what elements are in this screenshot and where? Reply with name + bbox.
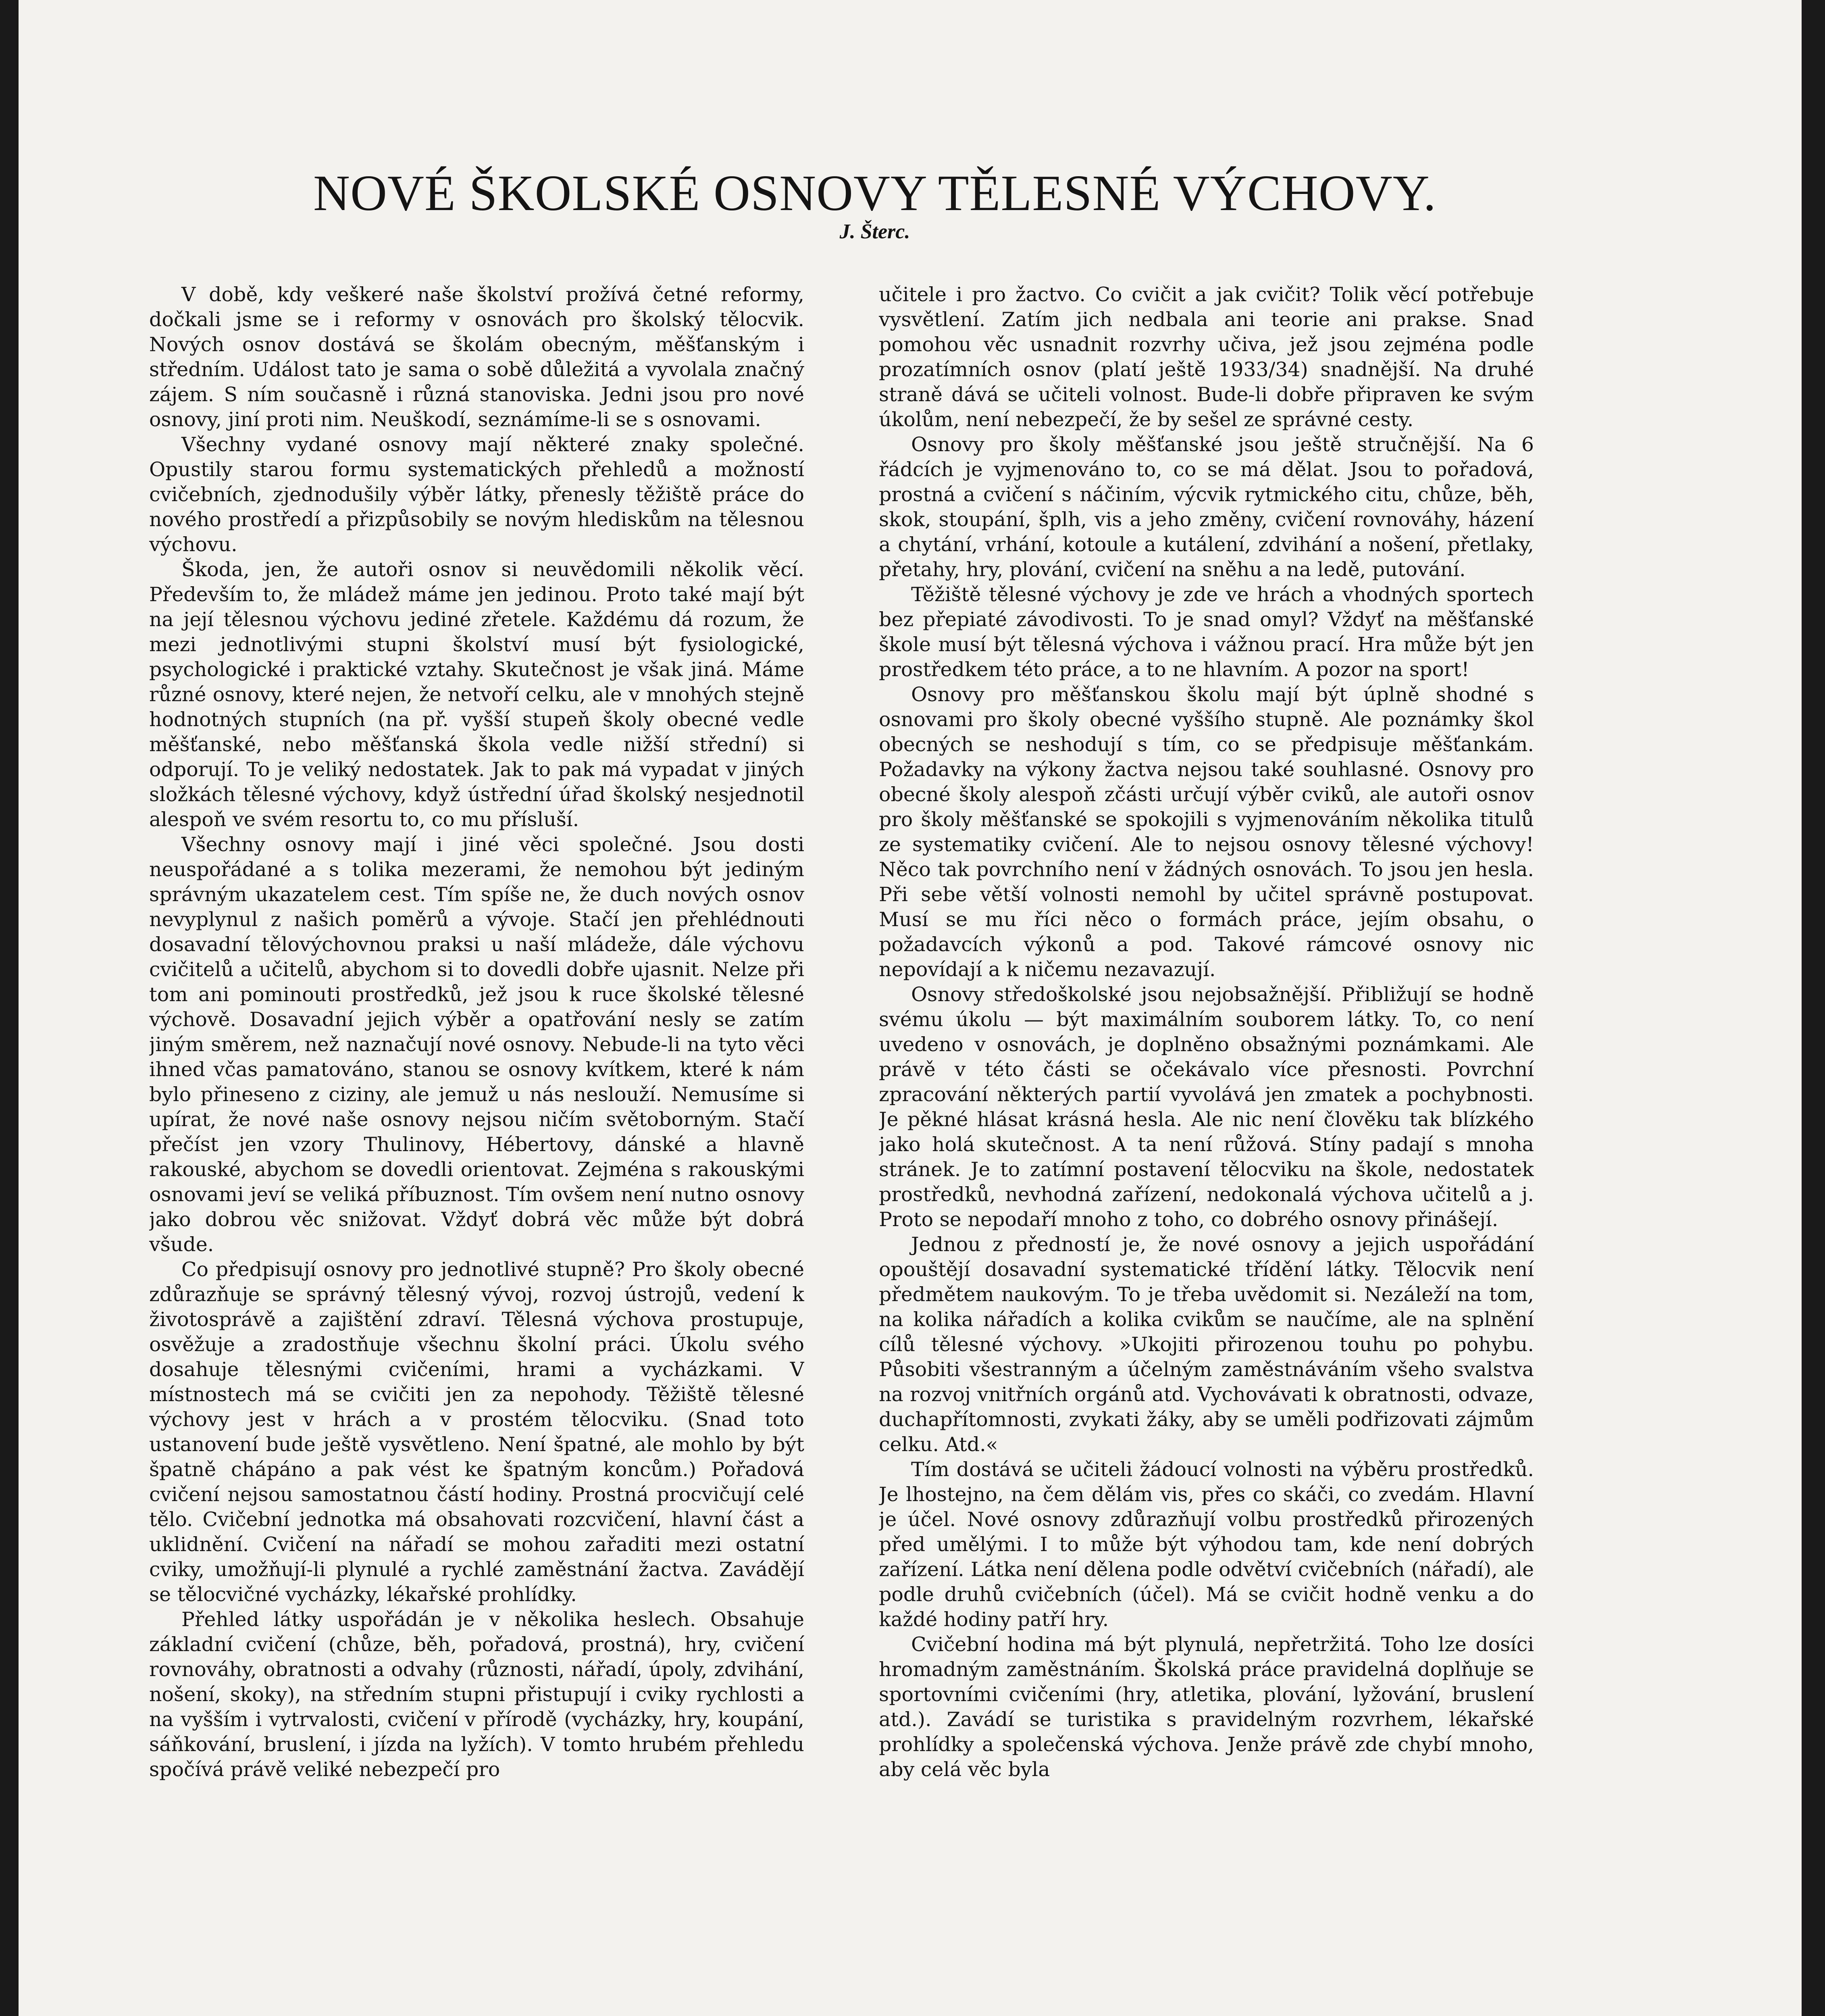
- article-author: J. Šterc.: [839, 220, 910, 243]
- left-column: [149, 282, 804, 2016]
- scan-border-right: [1802, 0, 1825, 2016]
- paragraph: Všechny vydané osnovy mají některé znaky společné. Opustily starou formu systematických přehledů a možností cvičebních, zjednodušily výběr látky, přenesly těžiště práce do nového prostředí a přizpůsobily se novým hlediskům na tělesnou výchovu.: [149, 433, 804, 556]
- paragraph: Osnovy pro školy měšťanské jsou ještě stručnější. Na 6 řádcích je vyjmenováno to, co se má dělat. Jsou to pořadová, prostná a cvičení s náčiním, výcvik rytmického citu, chůze, běh, skok, stoupání, šplh, vis a jeho změny, cvičení rovnováhy, házení a chytání, vrhání, kotoule a kutálení, zdvihání a nošení, přetlaky, přetahy, hry, plování, cvičení na sněhu a na ledě, putování.: [879, 433, 1534, 581]
- paragraph: Cvičební hodina má být plynulá, nepřetržitá. Toho lze dosíci hromadným zaměstnáním. Školská práce pravidelná doplňuje se sportovními cvičeními (hry, atletika, plování, lyžování, bruslení atd.). Zavádí se turistika s pravidelným rozvrhem, lékařské prohlídky a společenská výchova. Jenže právě zde chybí mnoho, aby celá věc byla: [879, 1633, 1534, 1781]
- right-column: [879, 282, 1534, 2016]
- paragraph: Tím dostává se učiteli žádoucí volnosti na výběru prostředků. Je lhostejno, na čem dělám vis, přes co skáči, co zvedám. Hlavní je účel. Nové osnovy zdůrazňují volbu prostředků přirozených před umělými. I to může být výhodou tam, kde není dobrých zařízení. Látka není dělena podle odvětví cvičebních (nářadí), ale podle druhů cvičebních (účel). Má se cvičit hodně venku a do každé hodiny patří hry.: [879, 1458, 1534, 1631]
- paragraph: učitele i pro žactvo. Co cvičit a jak cvičit? Tolik věcí potřebuje vysvětlení. Zatím jich nedbala ani teorie ani prakse. Snad pomohou věc usnadnit rozvrhy učiva, jež jsou zejména podle prozatímních osnov (platí ještě 1933/34) snadnější. Na druhé straně dává se učiteli volnost. Bude-li dobře připraven ke svým úkolům, není nebezpečí, že by sešel ze správné cesty.: [879, 283, 1534, 431]
- paragraph: Škoda, jen, že autoři osnov si neuvědomili několik věcí. Především to, že mládež máme jen jedinou. Proto také mají být na její tělesnou výchovu jediné zřetele. Každému dá rozum, že mezi jednotlivými stupni školství musí být fysiologické, psychologické i praktické vztahy. Skutečnost je však jiná. Máme různé osnovy, které nejen, že netvoří celku, ale v mnohých stejně hodnotných stupních (na př. vyšší stupeň školy obecné vedle měšťanské, nebo měšťanská škola vedle nižší střední) si odporují. To je veliký nedostatek. Jak to pak má vypadat v jiných složkách tělesné výchovy, když ústřední úřad školský nesjednotil alespoň ve svém resortu to, co mu přísluší.: [149, 558, 804, 831]
- paragraph: Osnovy pro měšťanskou školu mají být úplně shodné s osnovami pro školy obecné vyššího stupně. Ale poznámky škol obecných se neshodují s tím, co se předpisuje měšťankám. Požadavky na výkony žactva nejsou také souhlasné. Osnovy pro obecné školy alespoň zčásti určují výběr cviků, ale autoři osnov pro školy měšťanské se spokojili s vyjmenováním několika titulů ze systematiky cvičení. Ale to nejsou osnovy tělesné výchovy! Něco tak povrchního není v žádných osnovách. To jsou jen hesla. Při sebe větší volnosti nemohl by učitel správně postupovat. Musí se mu říci něco o formách práce, jejím obsahu, o požadavcích výkonů a pod. Takové rámcové osnovy nic nepovídají a k ničemu nezavazují.: [879, 683, 1534, 981]
- paragraph: Všechny osnovy mají i jiné věci společné. Jsou dosti neuspořádané a s tolika mezerami, že nemohou být jediným správným ukazatelem cest. Tím spíše ne, že duch nových osnov nevyplynul z našich poměrů a vývoje. Stačí jen přehlédnouti dosavadní tělovýchovnou praksi u naší mládeže, dále výchovu cvičitelů a učitelů, abychom si to dovedli dobře ujasnit. Nelze při tom ani pominouti prostředků, jež jsou k ruce školské tělesné výchově. Dosavadní jejich výběr a opatřování nesly se zatím jiným směrem, než naznačují nové osnovy. Nebude-li na tyto věci ihned včas pamatováno, stanou se osnovy kvítkem, které k nám bylo přineseno z ciziny, ale jemuž u nás neslouží. Nemusíme si upírat, že nové naše osnovy nejsou ničím světoborným. Stačí přečíst jen vzory Thulinovy, Hébertovy, dánské a hlavně rakouské, abychom se dovedli orientovat. Zejména s rakouskými osnovami jeví se veliká příbuznost. Tím ovšem není nutno osnovy jako dobrou věc snižovat. Vždyť dobrá věc může být dobrá všude.: [149, 833, 804, 1256]
- paragraph: Přehled látky uspořádán je v několika heslech. Obsahuje základní cvičení (chůze, běh, pořadová, prostná), hry, cvičení rovnováhy, obratnosti a odvahy (různosti, nářadí, úpoly, zdvihání, nošení, skoky), na středním stupni přistupují i cviky rychlosti a na vyšším i vytrvalosti, cvičení v přírodě (vycházky, hry, koupání, sáňkování, bruslení, i jízda na lyžích). V tomto hrubém přehledu spočívá právě veliké nebezpečí pro: [149, 1608, 804, 1781]
- paragraph: V době, kdy veškeré naše školství prožívá četné reformy, dočkali jsme se i reformy v osnovách pro školský tělocvik. Nových osnov dostává se školám obecným, měšťanským i středním. Událost tato je sama o sobě důležitá a vyvolala značný zájem. S ním současně i různá stanoviska. Jedni jsou pro nové osnovy, jiní proti nim. Neuškodí, seznámíme-li se s osnovami.: [149, 283, 804, 431]
- paragraph: Jednou z předností je, že nové osnovy a jejich uspořádání opouštějí dosavadní systematické třídění látky. Tělocvik není předmětem naukovým. To je třeba uvědomit si. Nezáleží na tom, na kolika nářadích a kolika cvikům se naučíme, ale na splnění cílů tělesné výchovy. »Ukojiti přirozenou touhu po pohybu. Působiti všestranným a účelným zaměstnáváním všeho svalstva na rozvoj vnitřních orgánů atd. Vychovávati k obratnosti, odvaze, duchapřítomnosti, zvykati žáky, aby se uměli podřizovati zájmům celku. Atd.«: [879, 1233, 1534, 1456]
- article-title: NOVÉ ŠKOLSKÉ OSNOVY TĚLESNÉ VÝCHOVY.: [313, 165, 1436, 221]
- paragraph: Těžiště tělesné výchovy je zde ve hrách a vhodných sportech bez přepiaté závodivosti. To je snad omyl? Vždyť na měšťanské škole musí být tělesná výchova i vážnou prací. Hra může být jen prostředkem této práce, a to ne hlavním. A pozor na sport!: [879, 583, 1534, 681]
- paragraph: Osnovy středoškolské jsou nejobsažnější. Přibližují se hodně svému úkolu — být maximálním souborem látky. To, co není uvedeno v osnovách, je doplněno obsažnými poznámkami. Ale právě v této části se očekávalo více přesnosti. Povrchní zpracování některých partií vyvolává jen zmatek a pochybnosti. Je pěkné hlásat krásná hesla. Ale nic není člověku tak blízkého jako holá skutečnost. A ta není růžová. Stíny padají s mnoha stránek. Je to zatímní postavení tělocviku na škole, nedostatek prostředků, nevhodná zařízení, nedokonalá výchova učitelů a j. Proto se nepodaří mnoho z toho, co dobrého osnovy přinášejí.: [879, 983, 1534, 1231]
- paragraph: Co předpisují osnovy pro jednotlivé stupně? Pro školy obecné zdůrazňuje se správný tělesný vývoj, rozvoj ústrojů, vedení k životosprávě a zajištění zdraví. Tělesná výchova prostupuje, osvěžuje a zradostňuje všechnu školní práci. Úkolu svého dosahuje tělesnými cvičeními, hrami a vycházkami. V místnostech má se cvičiti jen za nepohody. Těžiště tělesné výchovy jest v hrách a v prostém tělocviku. (Snad toto ustanovení bude ještě vysvětleno. Není špatné, ale mohlo by být špatně chápáno a pak vést ke špatným koncům.) Pořadová cvičení nejsou samostatnou částí hodiny. Prostná procvičují celé tělo. Cvičební jednotka má obsahovati rozcvičení, hlavní část a uklidnění. Cvičení na nářadí se mohou zařaditi mezi ostatní cviky, umožňují-li plynulé a rychlé zaměstnání žactva. Zavádějí se tělocvičné vycházky, lékařské prohlídky.: [149, 1258, 804, 1606]
- scan-border-left: [0, 0, 19, 2016]
